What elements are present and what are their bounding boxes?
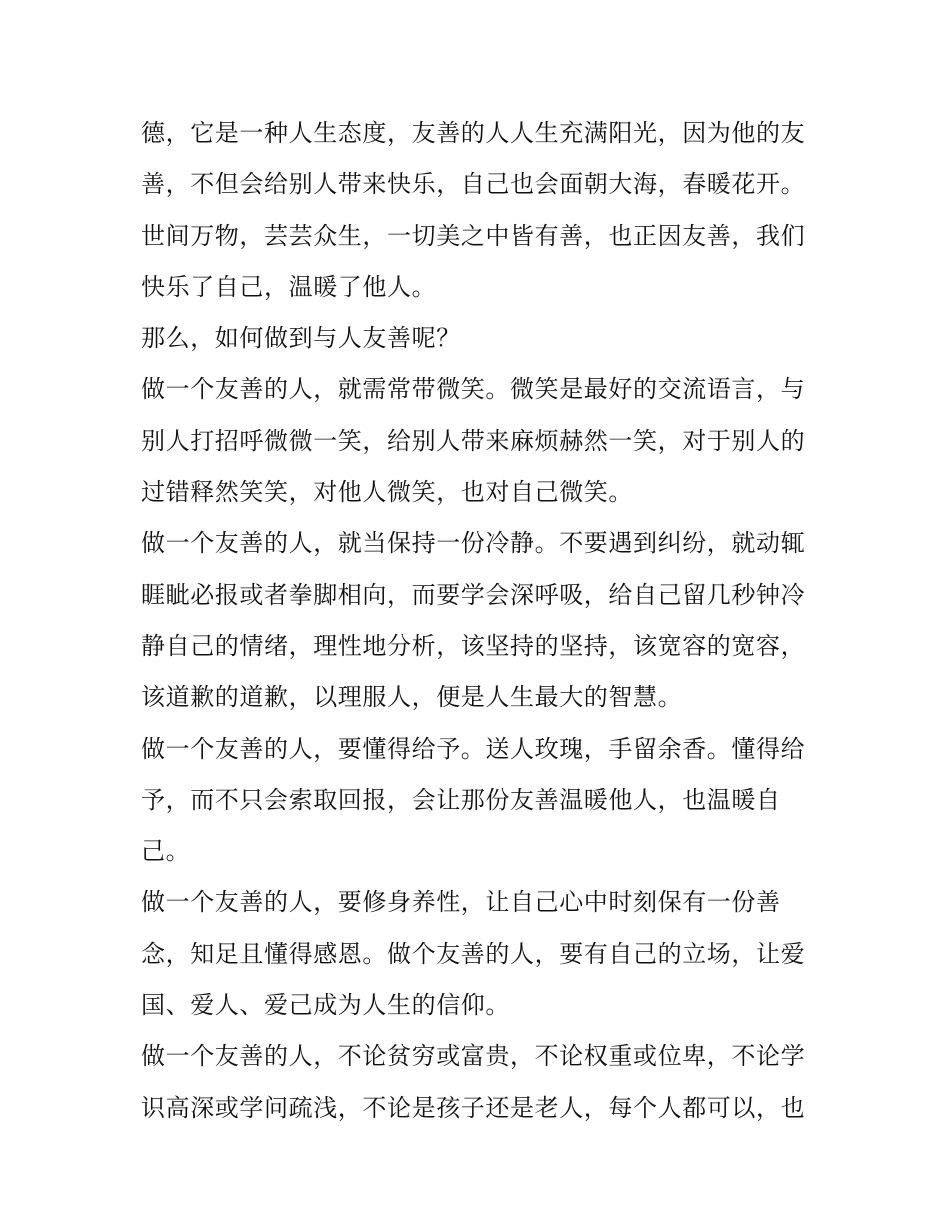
text-line: 做一个友善的人，就需常带微笑。微笑是最好的交流语言，与 [141, 375, 806, 404]
text-line: 国、爱人、爱己成为人生的信仰。 [141, 991, 510, 1020]
text-line: 那么，如何做到与人友善呢？ [141, 324, 461, 353]
text-line: 别人打招呼微微一笑，给别人带来麻烦赫然一笑，对于别人的 [141, 426, 806, 455]
text-line: 德，它是一种人生态度，友善的人人生充满阳光，因为他的友 [141, 119, 806, 147]
text-line: 做一个友善的人，不论贫穷或富贵，不论权重或位卑，不论学 [141, 1042, 806, 1071]
text-line: 世间万物，芸芸众生，一切美之中皆有善，也正因友善，我们 [141, 221, 806, 250]
text-line: 做一个友善的人，要修身养性，让自己心中时刻保有一份善 [141, 888, 781, 917]
text-line: 该道歉的道歉，以理服人，便是人生最大的智慧。 [141, 683, 683, 712]
text-line: 识高深或学问疏浅，不论是孩子还是老人，每个人都可以，也 [141, 1093, 806, 1122]
text-line: 善，不但会给别人带来快乐，自己也会面朝大海，春暖花开。 [141, 170, 806, 199]
text-line: 做一个友善的人，就当保持一份冷静。不要遇到纠纷，就动辄 [141, 529, 806, 558]
body-text [141, 108, 821, 1134]
text-line: 睚眦必报或者拳脚相向，而要学会深呼吸，给自己留几秒钟冷 [141, 580, 806, 609]
text-line: 做一个友善的人，要懂得给予。送人玫瑰，手留余香。懂得给 [141, 734, 806, 763]
text-line: 己。 [141, 837, 191, 866]
text-line: 予，而不只会索取回报，会让那份友善温暖他人，也温暖自 [141, 785, 781, 814]
text-line: 快乐了自己，温暖了他人。 [141, 272, 437, 301]
text-line: 念，知足且懂得感恩。做个友善的人，要有自己的立场，让爱 [141, 939, 806, 968]
text-line: 过错释然笑笑，对他人微笑，也对自己微笑。 [141, 478, 633, 507]
text-line: 静自己的情绪，理性地分析，该坚持的坚持，该宽容的宽容， [141, 631, 806, 660]
